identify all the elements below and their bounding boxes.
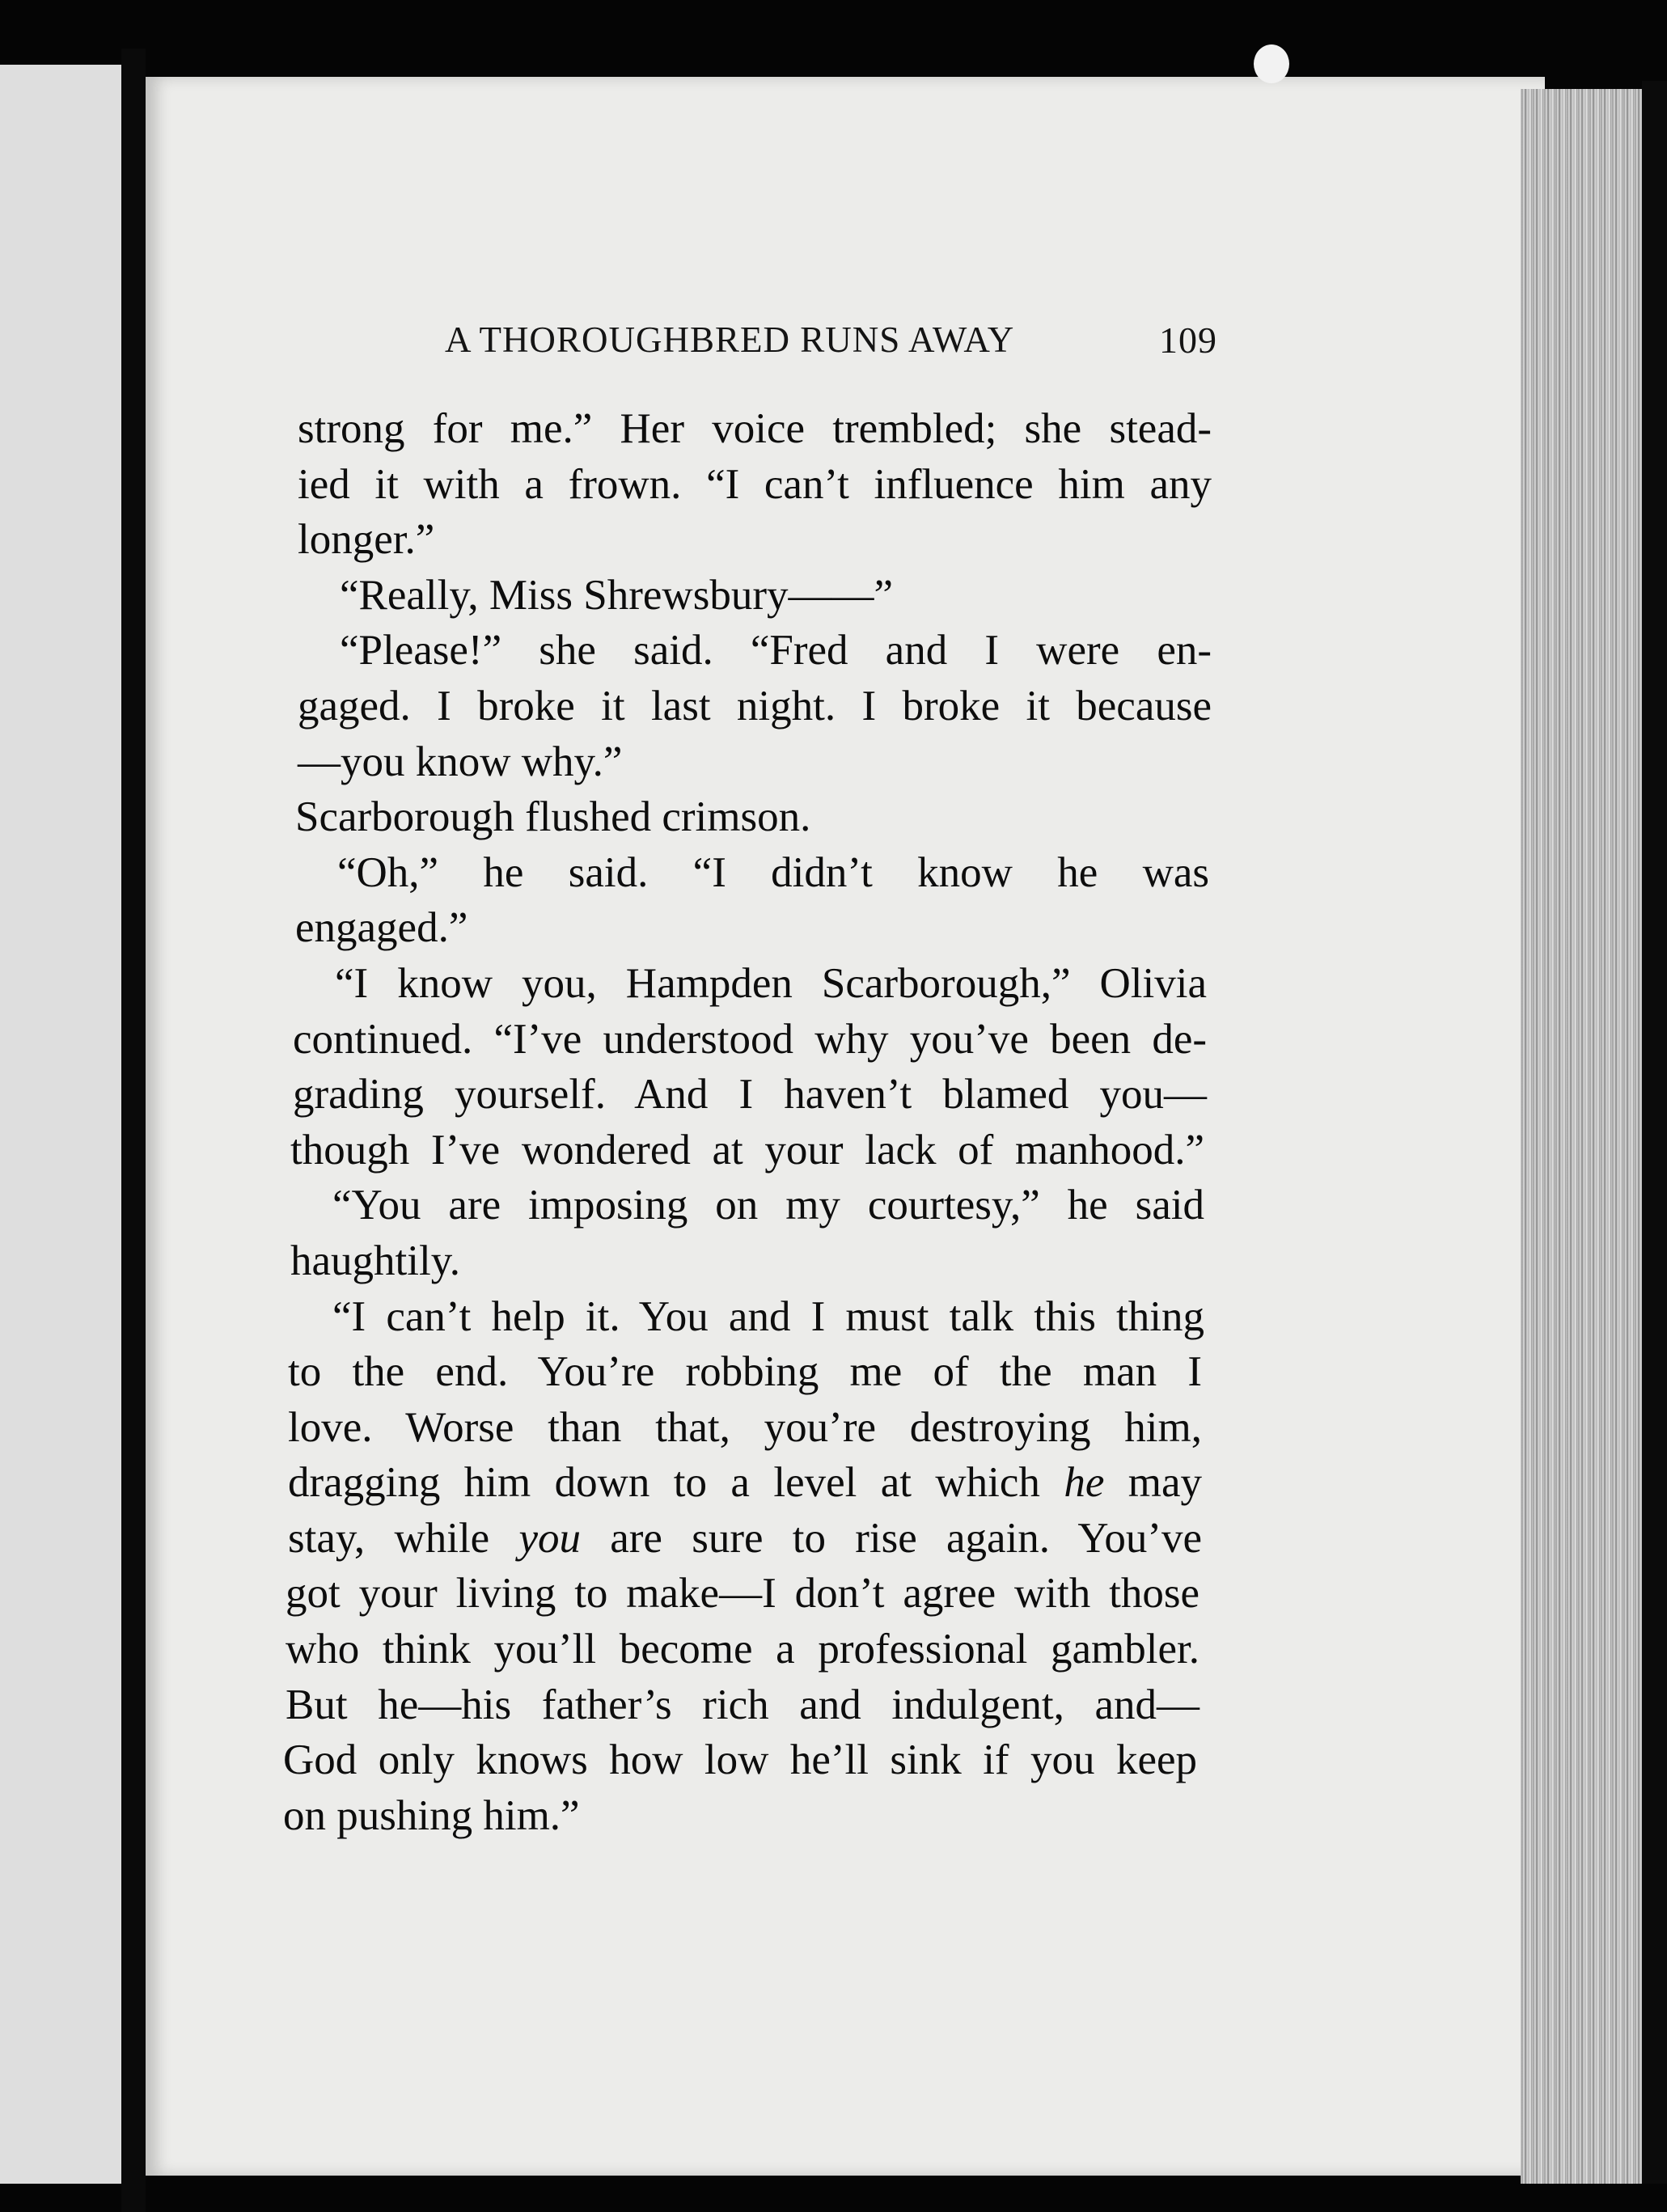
text-line: “Really, Miss Shrewsbury——” (340, 571, 894, 619)
binding-gutter (121, 49, 146, 2212)
text-line: gaged. I broke it last night. I broke it because (298, 682, 1212, 730)
left-facing-page (0, 65, 121, 2184)
text-line: —you know why.” (298, 738, 623, 785)
text-line: “Please!” she said. “Fred and I were en- (340, 627, 1212, 675)
text-line: “I know you, Hampden Scarborough,” Olivia (335, 959, 1207, 1007)
text-line: grading yourself. And I haven’t blamed you— (293, 1071, 1207, 1119)
text-line: “I can’t help it. You and I must talk this thing (332, 1292, 1204, 1340)
text-line: God only knows how low he’ll sink if you keep (283, 1736, 1197, 1784)
text-line: haughtily. (290, 1237, 461, 1284)
italic-word: he (1064, 1459, 1105, 1507)
text-line (288, 1511, 1202, 1567)
text-line: continued. “I’ve understood why you’ve been de- (293, 1015, 1207, 1063)
text-line: “Oh,” he said. “I didn’t know he was (337, 848, 1209, 896)
text-line: got your living to make—I don’t agree with those (286, 1570, 1199, 1618)
text-segment: may (1104, 1459, 1202, 1507)
italic-word: you (518, 1514, 581, 1562)
body-text (283, 401, 1212, 1881)
text-line: “You are imposing on my courtesy,” he said (332, 1182, 1204, 1229)
running-title: A THOROUGHBRED RUNS AWAY (445, 319, 1015, 360)
text-line: strong for me.” Her voice trembled; she stead- (298, 405, 1212, 452)
text-line: Scarborough flushed crimson. (295, 793, 811, 841)
right-border (1642, 81, 1667, 2184)
text-line: who think you’ll become a professional gambler. (286, 1626, 1199, 1673)
page-number: 109 (1159, 319, 1217, 361)
text-line: But he—his father’s rich and indulgent, and— (286, 1681, 1199, 1728)
text-line (288, 1455, 1202, 1511)
text-line: engaged.” (295, 904, 468, 952)
running-header (445, 319, 1217, 367)
text-line: longer.” (298, 516, 435, 564)
text-segment: are sure to rise again. You’ve (580, 1514, 1202, 1562)
text-segment: dragging him down to a level at which (288, 1459, 1064, 1507)
text-segment: stay, while (288, 1514, 519, 1562)
text-line: ied it with a frown. “I can’t influence him any (298, 460, 1212, 508)
text-line: though I’ve wondered at your lack of manhood.” (290, 1126, 1204, 1174)
text-line: love. Worse than that, you’re destroying him, (288, 1403, 1202, 1451)
text-line: to the end. You’re robbing me of the man I (288, 1348, 1202, 1396)
text-line: on pushing him.” (283, 1791, 580, 1839)
scan-blot (1254, 44, 1289, 83)
page-edges (1521, 89, 1642, 2184)
